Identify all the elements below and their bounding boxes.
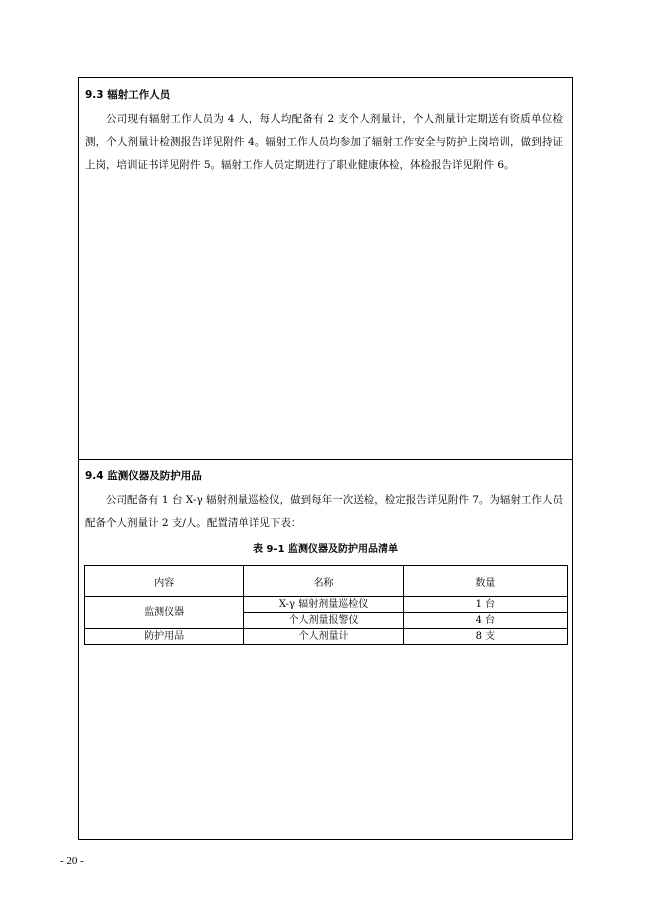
section-radiation-workers: [79, 78, 572, 460]
table-header-cell: 名称: [244, 566, 403, 597]
table-cell-category: 防护用品: [85, 629, 244, 645]
page-number: - 20 -: [60, 855, 84, 867]
table-header-row: [85, 566, 568, 597]
table-cell-name: 个人剂量计: [244, 629, 403, 645]
table-row: [85, 629, 568, 645]
table-row: [85, 597, 568, 613]
section-title: 9.3 辐射工作人员: [85, 89, 171, 101]
section-title: 9.4 监测仪器及防护用品: [85, 470, 202, 482]
table-cell-quantity: 8 支: [403, 629, 567, 645]
section-paragraph: 公司配备有 1 台 X-γ 辐射剂量巡检仪，做到每年一次送检，检定报告详见附件 7。为辐射工作人员配备个人剂量计 2 支/人。配置清单详见下表：: [85, 494, 563, 529]
section-instruments: [79, 460, 572, 839]
table-cell-quantity: 1 台: [403, 597, 567, 613]
table-cell-name: X-γ 辐射剂量巡检仪: [244, 597, 403, 613]
table-cell-category: 监测仪器: [85, 597, 244, 629]
section-paragraph: 公司现有辐射工作人员为 4 人，每人均配备有 2 支个人剂量计，个人剂量计定期送有资质单位检测，个人剂量计检测报告详见附件 4。辐射工作人员均参加了辐射工作安全与防护上岗培训，做到持证上岗，培训证书详见附件 5。辐射工作人员定期进行了职业健康体检，体检报告详见附件 6。: [85, 113, 563, 171]
document-frame: [78, 77, 573, 840]
table-header-cell: 内容: [85, 566, 244, 597]
equipment-table: [84, 565, 568, 645]
table-cell-name: 个人剂量报警仪: [244, 613, 403, 629]
table-header-cell: 数量: [403, 566, 567, 597]
table-caption: 表 9-1 监测仪器及防护用品清单: [252, 544, 399, 555]
table-cell-quantity: 4 台: [403, 613, 567, 629]
